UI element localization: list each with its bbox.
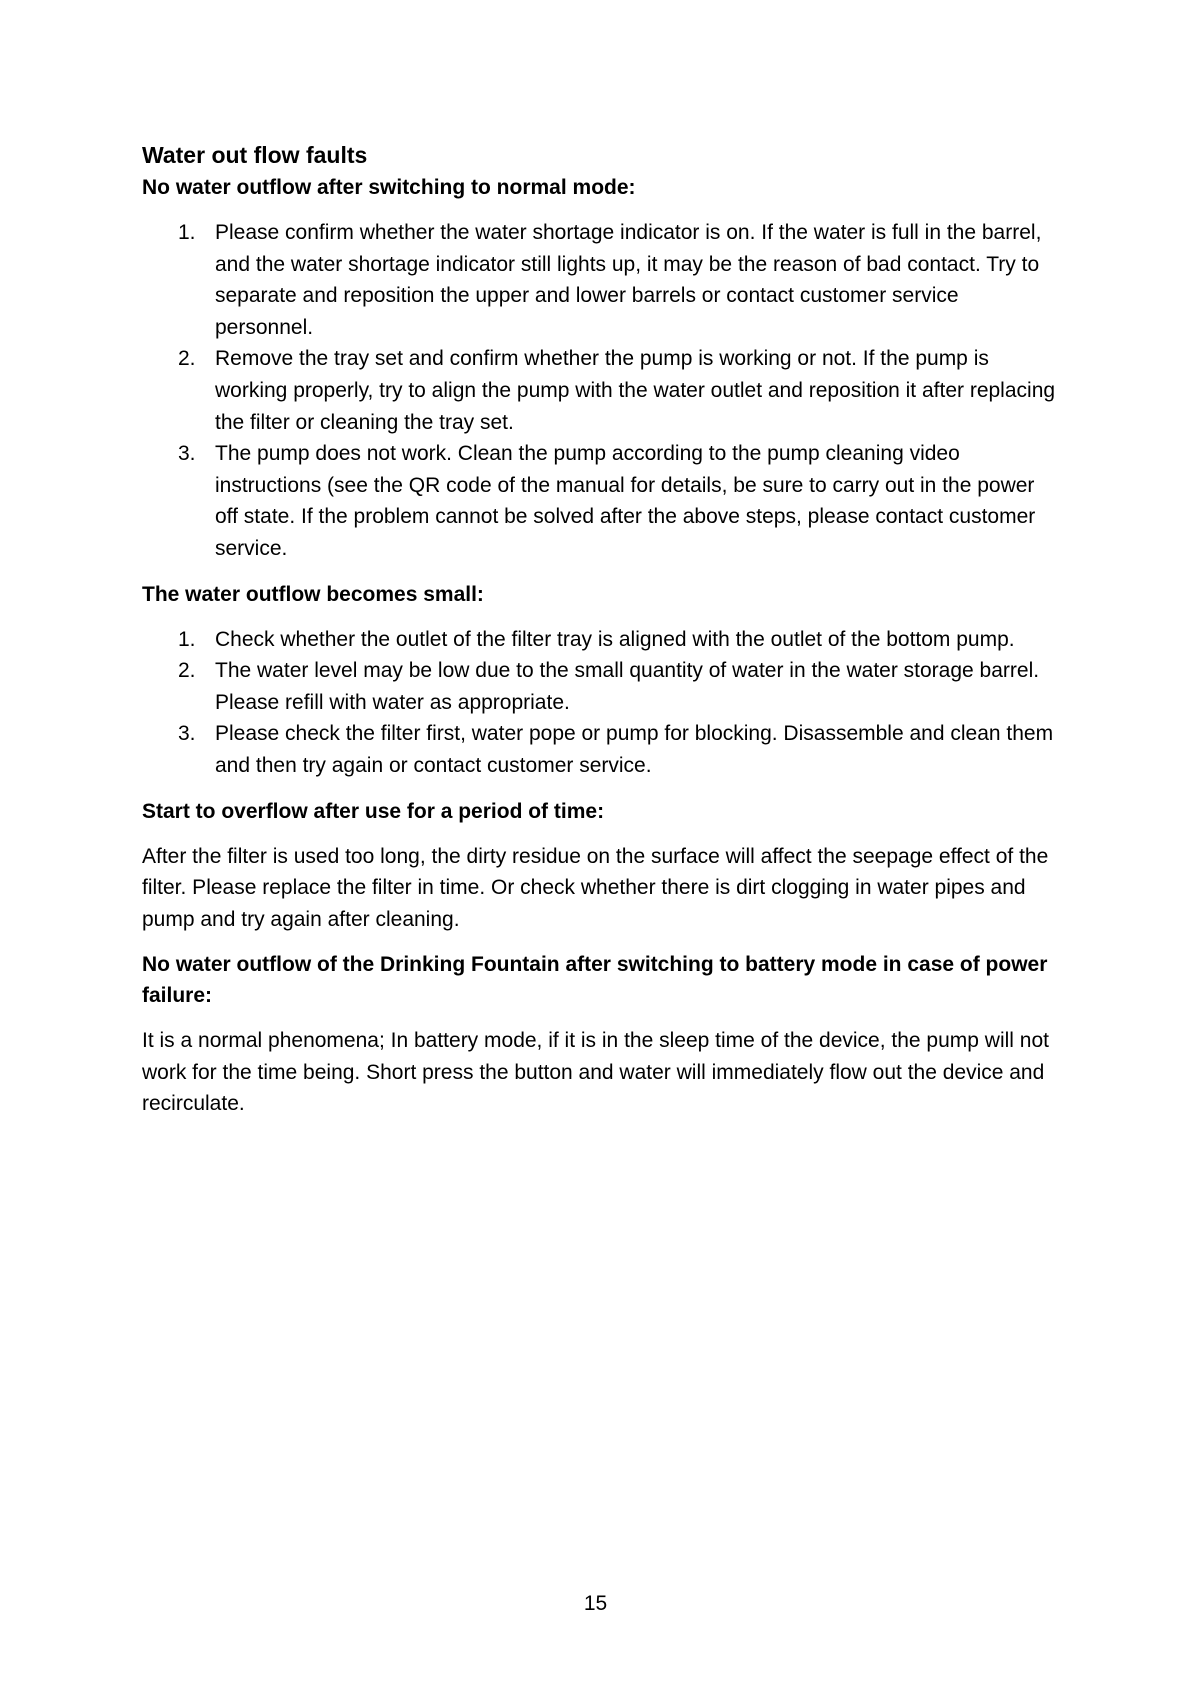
list-item [142,718,1057,781]
list-item [142,217,1057,343]
list-item-number: 3. [178,442,196,466]
section-heading-small-outflow: The water outflow becomes small: [142,582,484,606]
section-heading-normal-mode: No water outflow after switching to normal mode: [142,176,636,199]
overflow-paragraph: After the filter is used too long, the dirty residue on the surface will affect the seepage effect of the filter. Please replace the filter in time. Or check whether there is dirt clogging in water pipes and pump and try again after cleaning. [142,844,1049,931]
section-heading-battery-mode: No water outflow of the Drinking Fountain after switching to battery mode in case of power failure: [142,953,1048,1008]
list-item-number: 3. [178,722,196,746]
normal-mode-steps-list [142,217,1057,565]
page-title: Water out flow faults [142,142,368,168]
list-item-number: 1. [178,627,196,651]
list-item-text: Check whether the outlet of the filter tray is aligned with the outlet of the bottom pump. [215,627,1015,651]
list-item [142,343,1057,438]
section-heading-overflow: Start to overflow after use for a period of time: [142,799,605,823]
list-item-number: 2. [178,347,196,371]
page-number: 15 [583,1592,608,1615]
battery-mode-paragraph: It is a normal phenomena; In battery mode, if it is in the sleep time of the device, the pump will not work for the time being. Short press the button and water will immediately flow out the device and recirculate. [142,1029,1049,1116]
list-item-text: Please confirm whether the water shortage indicator is on. If the water is full in the barrel, and the water shortage indicator still lights up, it may be the reason of bad contact. Try to separate and reposition the upper and lower barrels or contact customer service personnel. [215,221,1042,339]
list-item-text: Remove the tray set and confirm whether the pump is working or not. If the pump is working properly, try to align the pump with the water outlet and reposition it after replacing the filter or cleaning the tray set. [215,347,1056,434]
list-item [142,655,1057,718]
list-item-text: Please check the filter first, water pope or pump for blocking. Disassemble and clean them and then try again or contact customer service. [215,722,1054,777]
list-item-text: The water level may be low due to the small quantity of water in the water storage barrel. Please refill with water as appropriate. [215,659,1040,714]
small-outflow-steps-list [142,624,1057,782]
list-item [142,438,1057,564]
list-item [142,624,1057,656]
list-item-text: The pump does not work. Clean the pump according to the pump cleaning video instructions (see the QR code of the manual for details, be sure to carry out in the power off state. If the problem cannot be solved after the above steps, please contact customer service. [215,442,1036,560]
list-item-number: 2. [178,659,196,683]
list-item-number: 1. [178,221,196,244]
document-page [142,140,1057,1120]
